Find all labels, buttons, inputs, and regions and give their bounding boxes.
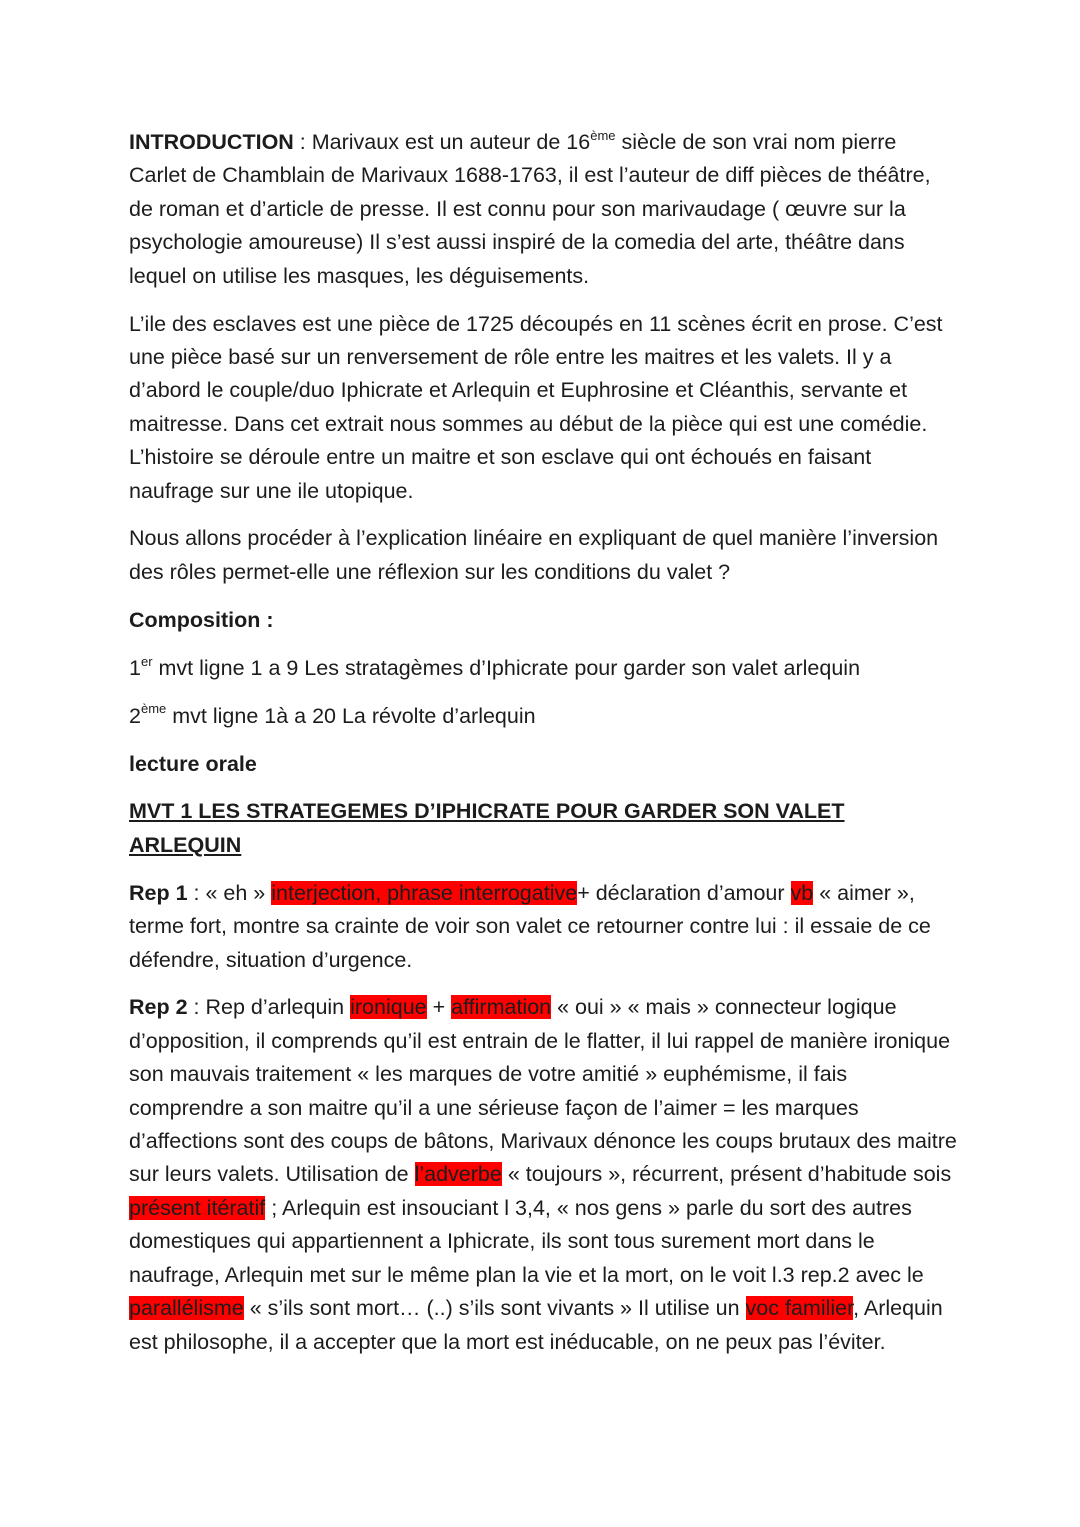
movement-2-text: mvt ligne 1à a 20 La révolte d’arlequin <box>166 703 536 728</box>
rep-2-label: Rep 2 <box>129 995 188 1020</box>
rep-1-paragraph <box>129 877 959 977</box>
highlight-vb: vb <box>790 880 814 905</box>
highlight-present-iteratif: présent itératif <box>129 1195 266 1220</box>
rep-2-text-7: , Arlequin est philosophe, il a accepter que la mort est inéducable, on ne peux pas l’éviter. <box>129 1296 943 1354</box>
movement-1-number: 1 <box>129 655 141 680</box>
highlight-parallelisme: parallélisme <box>129 1296 244 1321</box>
rep-2-text-6: « s’ils sont mort… (..) s’ils sont vivants » Il utilise un <box>243 1296 746 1321</box>
rep-2-text-3: « oui » « mais » connecteur logique d’opposition, il comprends qu’il est entrain de le flatter, il lui rappel de manière ironique son mauvais traitement « les marques de votre amitié » euphémisme, il fais comprendre a son maitre qu’il a une sérieuse façon de l’aimer = les marques d’affections sont des coups de bâtons, Marivaux dénonce les coups brutaux des maitre sur leurs valets. Utilisation de <box>129 995 957 1187</box>
context-paragraph: L’ile des esclaves est une pièce de 1725 découpés en 11 scènes écrit en prose. C’est une pièce basé sur un renversement de rôle entre les maitres et les valets. Il y a d’abord le couple/duo Iphicrate et Arlequin et Euphrosine et Cléanthis, servante et maitresse. Dans cet extrait nous sommes au début de la pièce qui est une comédie. L’histoire se déroule entre un maitre et son esclave qui ont échoués en faisant naufrage sur une ile utopique. <box>129 311 943 503</box>
movement-1-text: mvt ligne 1 a 9 Les stratagèmes d’Iphicrate pour garder son valet arlequin <box>152 655 861 680</box>
rep-2-text-4: « toujours », récurrent, présent d’habitude sois <box>501 1162 952 1187</box>
rep-1-text-3: « aimer », terme fort, montre sa crainte de voir son valet ce retourner contre lui : il essaie de ce défendre, situation d’urgence. <box>129 880 931 972</box>
rep-1-label: Rep 1 <box>129 880 188 905</box>
rep-2-text-1: : Rep d’arlequin <box>187 995 351 1020</box>
problematic-paragraph: Nous allons procéder à l’explication linéaire en expliquant de quel manière l’inversion des rôles permet-elle une réflexion sur les conditions du valet ? <box>129 526 939 584</box>
introduction-paragraph <box>129 126 959 293</box>
document-page <box>129 126 959 1373</box>
movement-1-line <box>129 652 959 685</box>
highlight-affirmation: affirmation <box>451 995 552 1020</box>
movement-1-superscript: er <box>140 653 153 669</box>
movement-2-line <box>129 700 959 733</box>
movement-1-heading-text: MVT 1 LES STRATEGEMES D’IPHICRATE POUR GARDER SON VALET ARLEQUIN <box>129 799 845 857</box>
rep-2-paragraph <box>129 991 959 1358</box>
highlight-adverbe: l’adverbe <box>414 1162 502 1187</box>
highlight-voc-familier: voc familier <box>745 1296 854 1321</box>
highlight-ironique: ironique <box>350 995 427 1020</box>
intro-text-2: siècle de son vrai nom pierre Carlet de Chamblain de Marivaux 1688-1763, il est l’auteur de diff pièces de théâtre, de roman et d’article de presse. Il est connu pour son marivaudage ( œuvre sur la psychologie amoureuse) Il s’est aussi inspiré de la comedia del arte, théâtre dans lequel on utilise les masques, les déguisements. <box>129 130 931 288</box>
rep-2-text-2: + <box>426 995 452 1020</box>
rep-1-text-2: + déclaration d’amour <box>577 880 791 905</box>
intro-superscript: ème <box>590 127 616 143</box>
movement-2-number: 2 <box>129 703 141 728</box>
intro-separator: : <box>293 130 312 154</box>
rep-1-text-1: : « eh » <box>187 880 272 905</box>
movement-2-superscript: ème <box>140 701 167 717</box>
highlight-interjection: interjection, phrase interrogative <box>271 880 578 905</box>
intro-text-1: Marivaux est un auteur de 16 <box>311 130 591 154</box>
introduction-label: INTRODUCTION <box>129 130 294 154</box>
lecture-orale-text: lecture orale <box>129 751 257 776</box>
lecture-orale-heading <box>129 748 959 781</box>
composition-title <box>129 604 959 637</box>
composition-title-text: Composition : <box>129 607 274 632</box>
movement-1-heading <box>129 795 959 862</box>
rep-2-text-5: ; Arlequin est insouciant l 3,4, « nos gens » parle du sort des autres domestiques qui appartiennent a Iphicrate, ils sont tous surement mort dans le naufrage, Arlequin met sur le même plan la vie et la mort, on le voit l.3 rep.2 avec le <box>129 1195 924 1287</box>
